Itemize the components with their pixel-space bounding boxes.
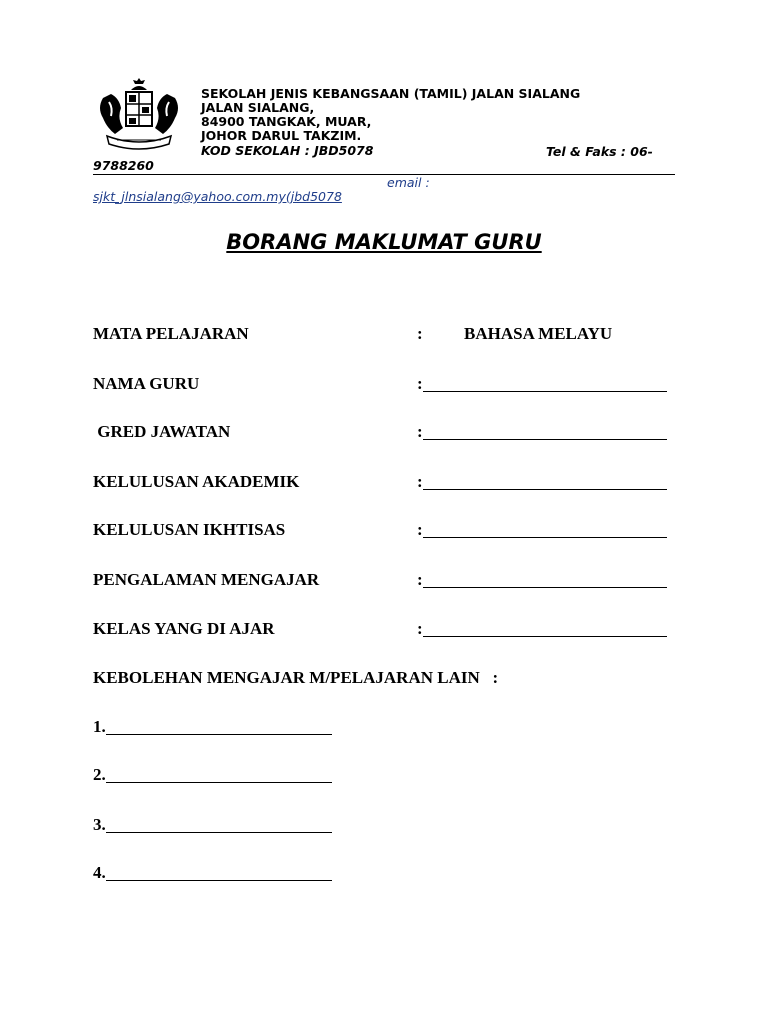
school-crest-logo xyxy=(93,78,185,152)
tel-fax-number: 9788260 xyxy=(93,158,154,173)
numbered-blank-2[interactable] xyxy=(106,782,332,783)
field-colon: : xyxy=(417,570,423,589)
numbered-item-3: 3. xyxy=(93,815,106,834)
grade-blank[interactable] xyxy=(423,439,667,440)
field-colon: : xyxy=(417,422,423,441)
field-value-subject: BAHASA MELAYU xyxy=(464,324,613,343)
address-line-2: 84900 TANGKAK, MUAR, xyxy=(201,114,372,129)
field-colon: : xyxy=(417,619,423,638)
professional-qualification-blank[interactable] xyxy=(423,537,667,538)
tel-fax-label: Tel & Faks : 06- xyxy=(546,144,653,159)
academic-qualification-blank[interactable] xyxy=(423,489,667,490)
address-line-1: JALAN SIALANG, xyxy=(201,100,315,115)
school-code: KOD SEKOLAH : JBD5078 xyxy=(201,143,374,158)
email-label: email : xyxy=(387,175,430,190)
field-colon: : xyxy=(417,374,423,393)
field-label-academic-qualification: KELULUSAN AKADEMIK xyxy=(93,472,300,491)
header-divider xyxy=(93,174,675,175)
teaching-experience-blank[interactable] xyxy=(423,587,667,588)
field-colon: : xyxy=(417,472,423,491)
field-label-teaching-experience: PENGALAMAN MENGAJAR xyxy=(93,570,320,589)
address-line-3: JOHOR DARUL TAKZIM. xyxy=(201,128,362,143)
field-colon: : xyxy=(417,324,423,343)
field-label-grade: GRED JAWATAN xyxy=(93,422,231,441)
field-label-teacher-name: NAMA GURU xyxy=(93,374,200,393)
teacher-name-blank[interactable] xyxy=(423,391,667,392)
field-label-classes-taught: KELAS YANG DI AJAR xyxy=(93,619,275,638)
classes-taught-blank[interactable] xyxy=(423,636,667,637)
numbered-blank-4[interactable] xyxy=(106,880,332,881)
numbered-blank-1[interactable] xyxy=(106,734,332,735)
field-label-subject: MATA PELAJARAN xyxy=(93,324,249,343)
other-subjects-label: KEBOLEHAN MENGAJAR M/PELAJARAN LAIN : xyxy=(93,668,499,687)
numbered-item-2: 2. xyxy=(93,765,106,784)
numbered-item-1: 1. xyxy=(93,717,106,736)
field-label-professional-qualification: KELULUSAN IKHTISAS xyxy=(93,520,286,539)
email-link[interactable]: sjkt_jlnsialang@yahoo.com.my(jbd5078 xyxy=(93,189,342,204)
field-colon: : xyxy=(417,520,423,539)
numbered-item-4: 4. xyxy=(93,863,106,882)
numbered-blank-3[interactable] xyxy=(106,832,332,833)
form-title: BORANG MAKLUMAT GURU xyxy=(226,230,542,254)
school-name: SEKOLAH JENIS KEBANGSAAN (TAMIL) JALAN SIALANG xyxy=(201,86,581,101)
